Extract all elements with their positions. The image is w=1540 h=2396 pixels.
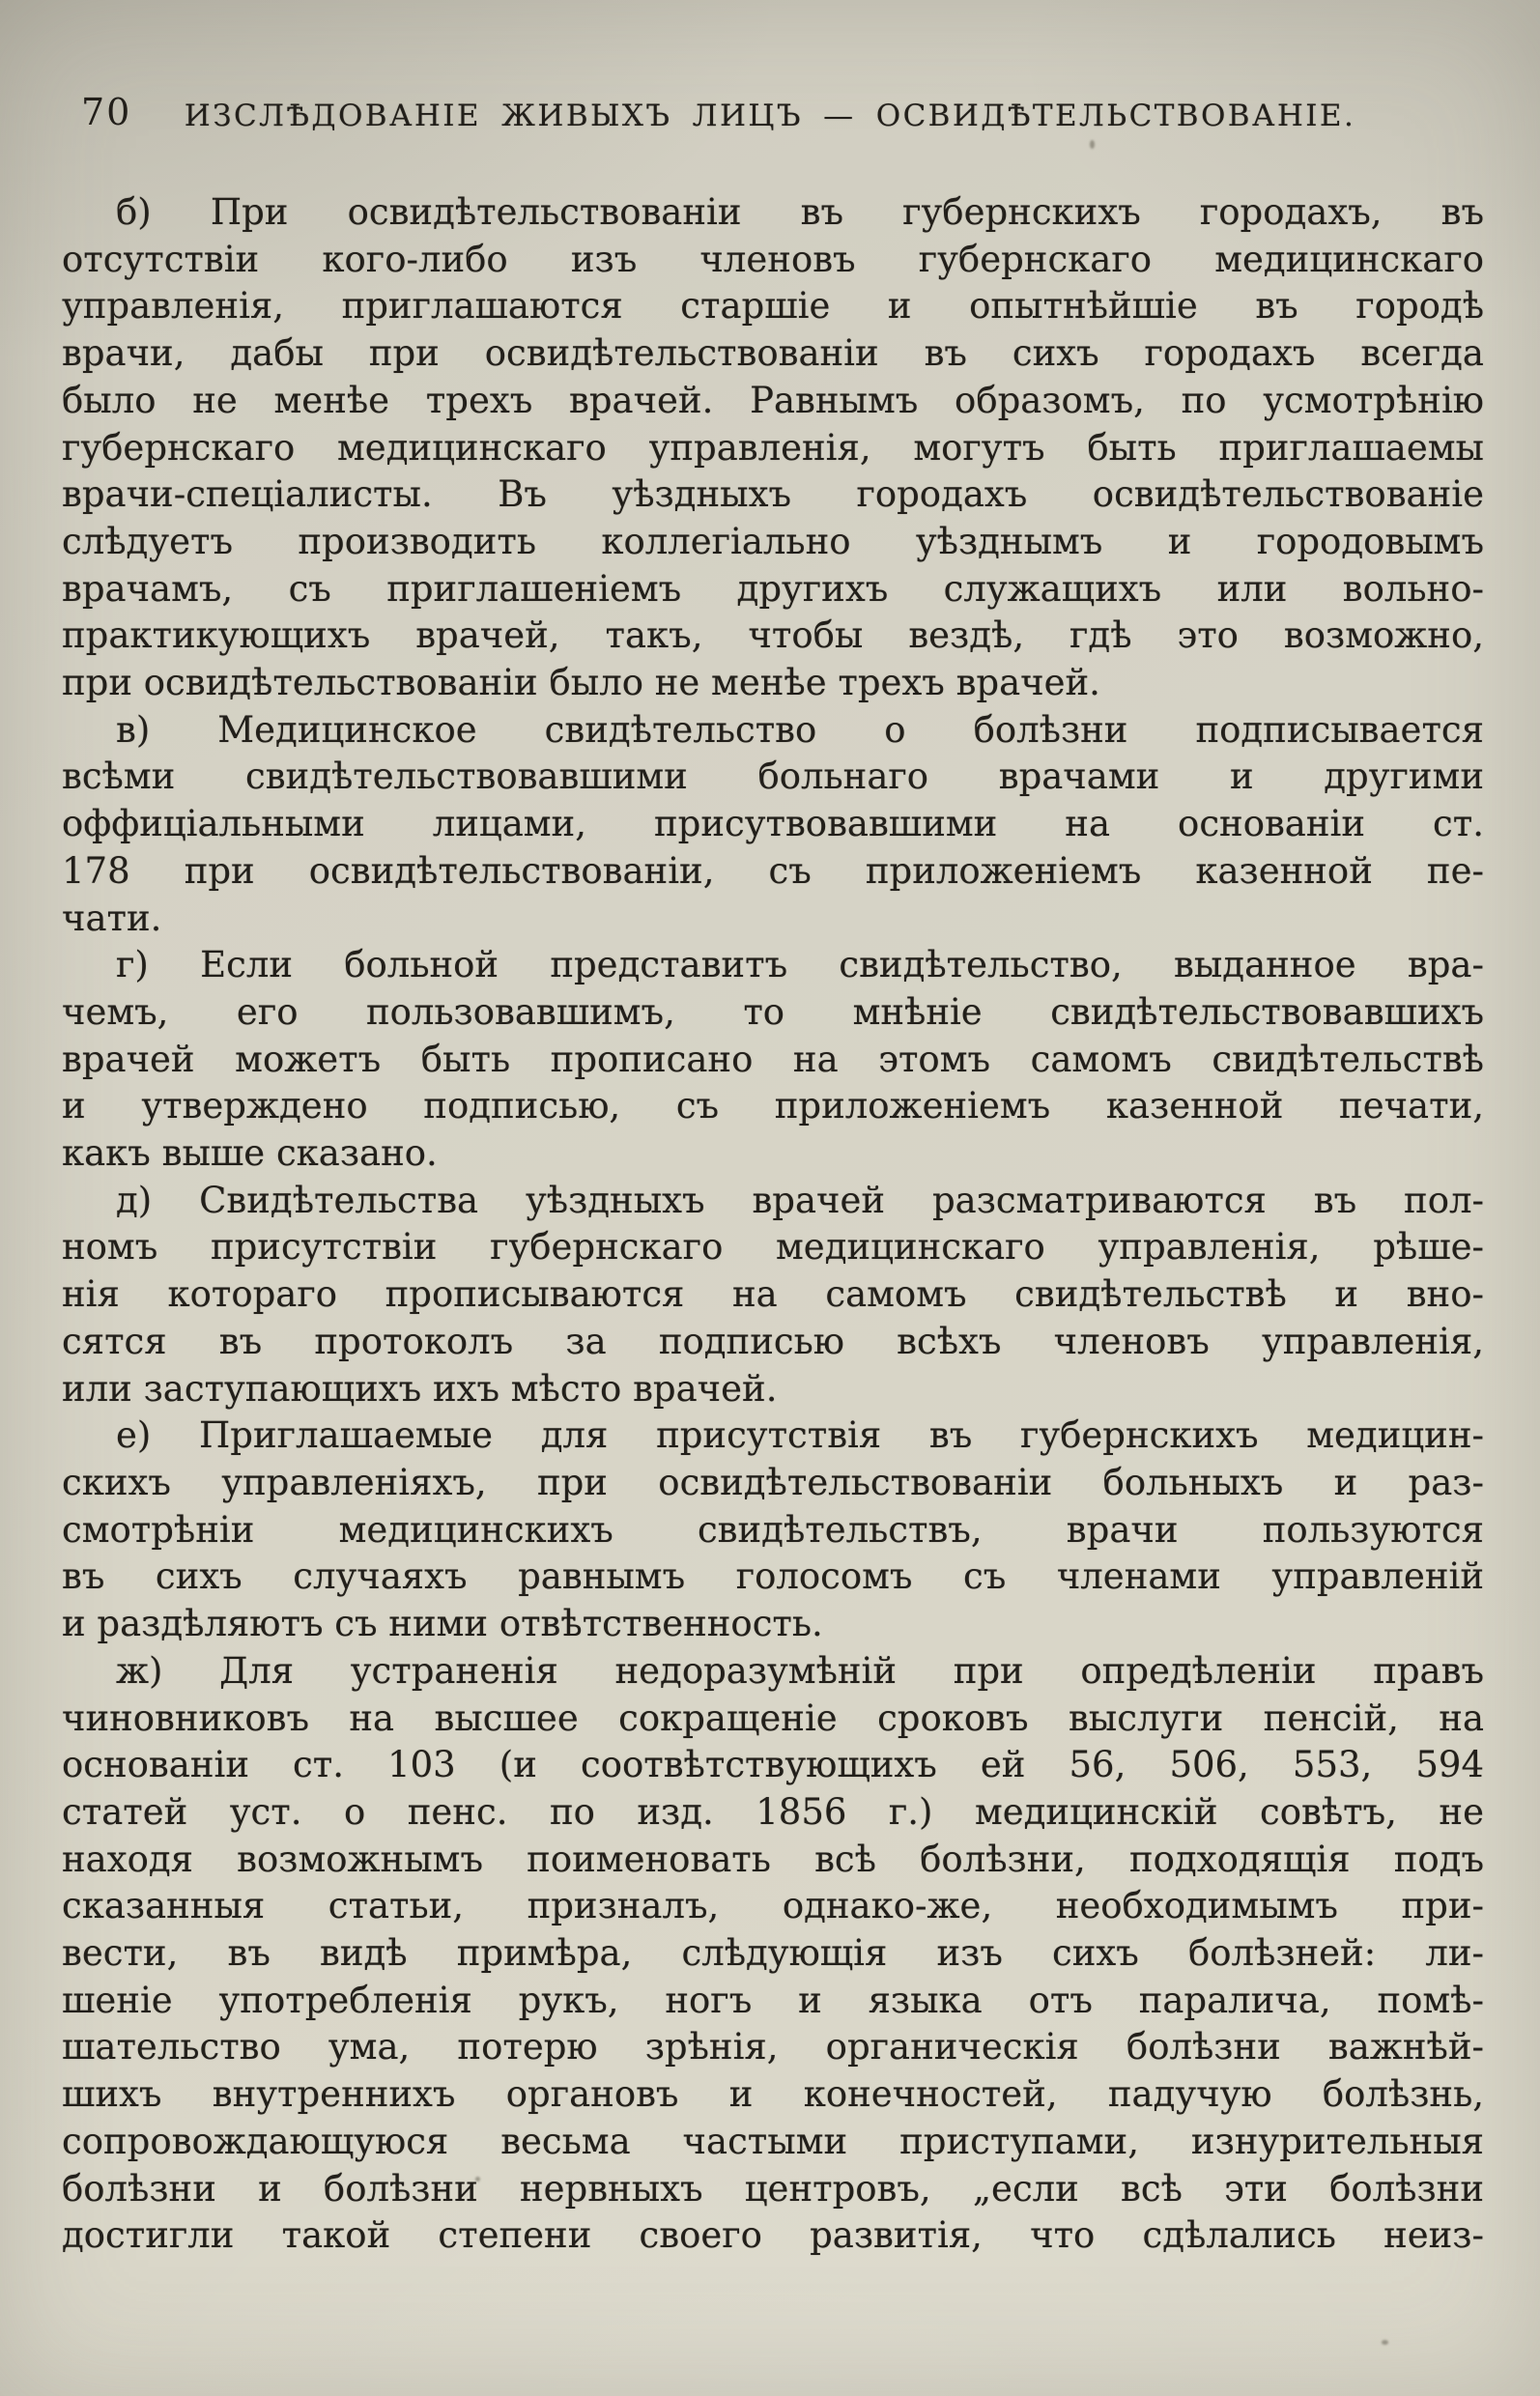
paragraph-d — [62, 1178, 1484, 1413]
text-line: врачей можетъ быть прописано на этомъ самомъ свидѣтельствѣ — [62, 1038, 1484, 1080]
text-line: въ сихъ случаяхъ равнымъ голосомъ съ членами управленій — [62, 1555, 1484, 1598]
text-line: губернскаго медицинскаго управленія, могутъ быть приглашаемы — [62, 426, 1484, 469]
text-line: чати. — [62, 897, 162, 939]
body-text — [62, 189, 1484, 2260]
text-line: какъ выше сказано. — [62, 1132, 438, 1175]
text-line: шательство ума, потерю зрѣнія, органическія болѣзни важнѣй- — [62, 2026, 1484, 2068]
text-line: или заступающихъ ихъ мѣсто врачей. — [62, 1367, 778, 1410]
text-line: сятся въ протоколъ за подписью всѣхъ членовъ управленія, — [62, 1320, 1484, 1362]
text-line: г) Если больной представитъ свидѣтельство, выданное вра- — [116, 944, 1484, 986]
page-header — [0, 89, 1540, 147]
paper-speck — [1090, 140, 1095, 149]
text-line: номъ присутствіи губернскаго медицинскаго управленія, рѣше- — [62, 1226, 1484, 1269]
text-line: д) Свидѣтельства уѣздныхъ врачей разсматриваются въ пол- — [116, 1179, 1484, 1221]
text-line: слѣдуетъ производить коллегіально уѣзднымъ и городовымъ — [62, 520, 1484, 562]
text-line: при освидѣтельствованіи было не менѣе трехъ врачей. — [62, 662, 1100, 704]
text-line: ж) Для устраненія недоразумѣній при опредѣленіи правъ — [116, 1649, 1484, 1692]
text-line: врачи-спеціалисты. Въ уѣздныхъ городахъ освидѣтельствованіе — [62, 473, 1484, 516]
text-line: шихъ внутреннихъ органовъ и конечностей, падучую болѣзнь, — [62, 2073, 1484, 2116]
text-line: сопровождающуюся весьма частыми приступами, изнурительныя — [62, 2120, 1484, 2162]
text-line: достигли такой степени своего развитія, что сдѣлались неиз- — [62, 2214, 1484, 2257]
text-line: управленія, приглашаются старшіе и опытнѣйшіе въ городѣ — [62, 285, 1484, 328]
text-line: е) Приглашаемые для присутствія въ губернскихъ медицин- — [116, 1414, 1484, 1457]
text-line: оффиціальными лицами, присутвовавшими на основаніи ст. — [62, 803, 1484, 845]
text-line: нія котораго прописываются на самомъ свидѣтельствѣ и вно- — [62, 1273, 1484, 1316]
text-line: шеніе употребленія рукъ, ногъ и языка отъ паралича, помѣ- — [62, 1979, 1484, 2021]
text-line: и утверждено подписью, съ приложеніемъ казенной печати, — [62, 1085, 1484, 1127]
text-line: статей уст. о пенс. по изд. 1856 г.) медицинскій совѣтъ, не — [62, 1790, 1484, 1833]
text-line: практикующихъ врачей, такъ, чтобы вездѣ, гдѣ это возможно, — [62, 614, 1484, 657]
text-line: в) Медицинское свидѣтельство о болѣзни подписывается — [116, 708, 1484, 751]
text-line: вести, въ видѣ примѣра, слѣдующія изъ сихъ болѣзней: ли- — [62, 1932, 1484, 1975]
text-line: находя возможнымъ поименовать всѣ болѣзни, подходящія подъ — [62, 1838, 1484, 1880]
text-line: было не менѣе трехъ врачей. Равнымъ образомъ, по усмотрѣнію — [62, 379, 1484, 421]
text-line: скихъ управленіяхъ, при освидѣтельствованіи больныхъ и раз- — [62, 1461, 1484, 1503]
paper-speck — [1382, 2340, 1388, 2345]
text-line: отсутствіи кого-либо изъ членовъ губернскаго медицинскаго — [62, 238, 1484, 280]
text-line: болѣзни и болѣзни нервныхъ центровъ, „если всѣ эти болѣзни — [62, 2167, 1484, 2210]
text-line: врачи, дабы при освидѣтельствованіи въ сихъ городахъ всегда — [62, 332, 1484, 375]
text-line: всѣми свидѣтельствовавшими больнаго врачами и другими — [62, 756, 1484, 798]
text-line: б) При освидѣтельствованіи въ губернскихъ городахъ, въ — [116, 191, 1484, 233]
text-line: сказанныя статьи, призналъ, однако-же, необходимымъ при- — [62, 1885, 1484, 1927]
paper-speck — [475, 2177, 480, 2182]
paragraph-g — [62, 942, 1484, 1178]
page-number: 70 — [81, 91, 132, 133]
paragraph-b — [62, 189, 1484, 707]
running-title: ИЗСЛѢДОВАНІЕ ЖИВЫХЪ ЛИЦЪ — ОСВИДѢТЕЛЬСТВОВАНІЕ. — [184, 99, 1356, 133]
text-line: основаніи ст. 103 (и соотвѣтствующихъ ей 56, 506, 553, 594 — [62, 1744, 1484, 1786]
paragraph-e — [62, 1412, 1484, 1648]
text-line: 178 при освидѣтельствованіи, съ приложеніемъ казенной пе- — [62, 849, 1484, 892]
text-line: смотрѣніи медицинскихъ свидѣтельствъ, врачи пользуются — [62, 1508, 1484, 1551]
text-line: чиновниковъ на высшее сокращеніе сроковъ выслуги пенсій, на — [62, 1697, 1484, 1739]
paragraph-zh — [62, 1648, 1484, 2260]
text-line: чемъ, его пользовавшимъ, то мнѣніе свидѣтельствовавшихъ — [62, 990, 1484, 1033]
paragraph-v — [62, 707, 1484, 943]
text-line: и раздѣляютъ съ ними отвѣтственность. — [62, 1603, 823, 1645]
text-line: врачамъ, съ приглашеніемъ другихъ служащихъ или вольно- — [62, 567, 1484, 610]
